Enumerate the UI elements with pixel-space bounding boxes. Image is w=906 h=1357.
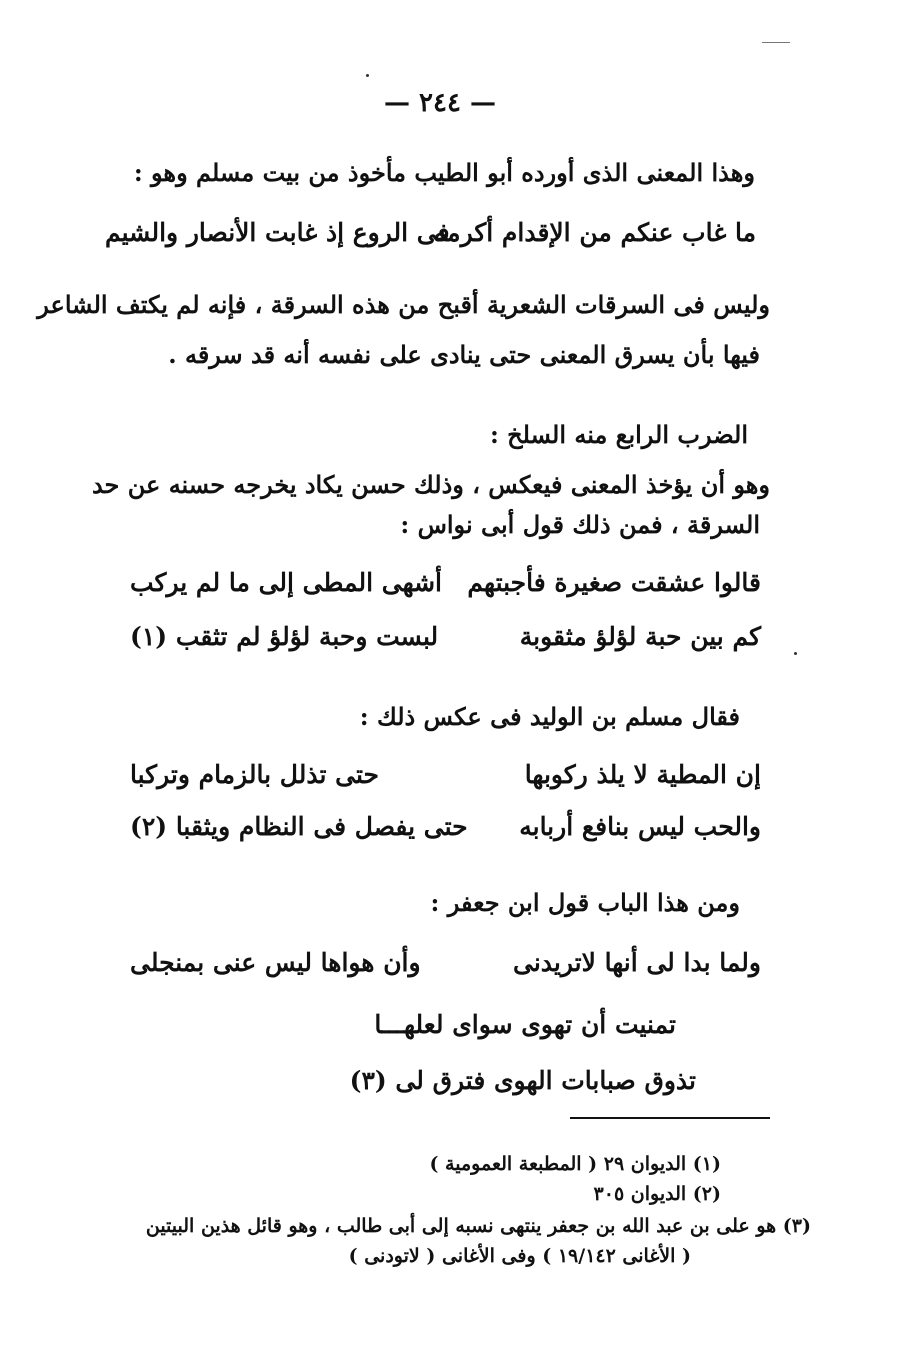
verse-hemistich-left: لبست وحبة لؤلؤ لم تثقب (١)	[130, 622, 439, 651]
verse-hemistich-left: فى الروع إذ غابت الأنصار والشيم	[105, 218, 450, 247]
corner-mark	[762, 42, 790, 43]
ink-speck	[794, 652, 797, 655]
footnote: ( الأغانى ١٩/١٤٢ ) وفى الأغانى ( لاتودنى )	[348, 1245, 691, 1267]
verse-hemistich-left: أشهى المطى إلى ما لم يركب	[130, 568, 442, 597]
footnote: (١) الديوان ٢٩ ( المطبعة العمومية )	[429, 1153, 721, 1175]
paragraph-line: فيها بأن يسرق المعنى حتى ينادى على نفسه أنه قد سرقه .	[168, 340, 760, 369]
verse-hemistich-right: ولما بدا لى أنها لاتريدنى	[513, 948, 761, 977]
verse-hemistich-left: حتى تذلل بالزمام وتركبا	[130, 760, 379, 789]
footnote: (٢) الديوان ٣٠٥	[593, 1183, 721, 1205]
verse-hemistich-right: والحب ليس بنافع أربابه	[519, 812, 761, 841]
footnote: (٣) هو على بن عبد الله بن جعفر ينتهى نسبه إلى أبى طالب ، وهو قائل هذين البيتين	[145, 1215, 811, 1237]
verse-hemistich-left: وأن هواها ليس عنى بمنجلى	[130, 948, 421, 977]
ink-speck	[366, 74, 369, 77]
verse-hemistich-left: حتى يفصل فى النظام ويثقبا (٢)	[130, 812, 468, 841]
verse-hemistich-right: كم بين حبة لؤلؤ مثقوبة	[519, 622, 761, 651]
paragraph-line: وهو أن يؤخذ المعنى فيعكس ، وذلك حسن يكاد يخرجه حسنه عن حد	[91, 470, 770, 499]
verse-hemistich-right: ما غاب عنكم من الإقدام أكرمه	[433, 218, 756, 247]
verse-line: تذوق صبابات الهوى فترق لى (٣)	[349, 1066, 696, 1095]
verse-hemistich-right: إن المطية لا يلذ ركوبها	[524, 760, 761, 789]
paragraph-line: السرقة ، فمن ذلك قول أبى نواس :	[400, 510, 760, 539]
footnote-rule	[570, 1117, 770, 1119]
intro-line: وهذا المعنى الذى أورده أبو الطيب مأخوذ من بيت مسلم وهو :	[133, 158, 755, 187]
verse-hemistich-right: قالوا عشقت صغيرة فأجبتهم	[467, 568, 761, 597]
verse-line: تمنيت أن تهوى سواى لعلهـــا	[374, 1010, 676, 1039]
section-heading: الضرب الرابع منه السلخ :	[489, 420, 748, 449]
page-number: — ٢٤٤ —	[383, 88, 497, 118]
transition-line: فقال مسلم بن الوليد فى عكس ذلك :	[359, 702, 740, 731]
transition-line: ومن هذا الباب قول ابن جعفر :	[430, 888, 740, 917]
paragraph-line: وليس فى السرقات الشعرية أقبح من هذه السرقة ، فإنه لم يكتف الشاعر	[37, 290, 770, 319]
